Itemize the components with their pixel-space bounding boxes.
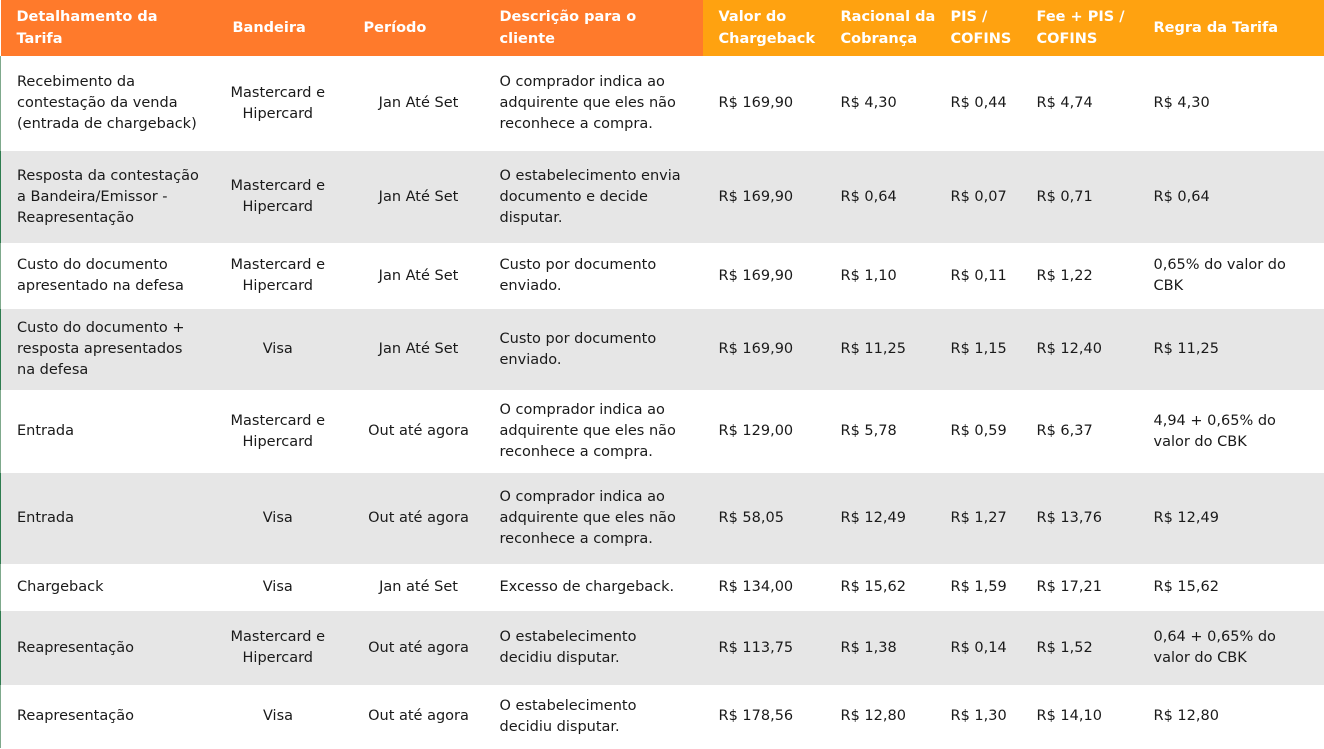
cell-pis: R$ 0,44	[950, 95, 1007, 111]
header-bandeira: Bandeira	[213, 0, 344, 56]
cell-regra: R$ 0,64	[1153, 188, 1210, 205]
cell-valor: R$ 58,05	[718, 510, 784, 526]
cell-bandeira: Mastercard e Hipercard	[230, 412, 325, 450]
cell-valor: R$ 169,90	[718, 341, 794, 357]
cell-descricao: Excesso de chargeback.	[499, 579, 675, 595]
cell-bandeira: Visa	[262, 341, 293, 357]
cell-fee: R$ 0,71	[1036, 188, 1093, 205]
table-header-row	[1, 0, 1324, 56]
cell-pis: R$ 1,30	[950, 708, 1007, 724]
cell-fee: R$ 4,74	[1036, 95, 1093, 111]
cell-valor: R$ 169,90	[718, 267, 794, 284]
cell-pis: R$ 1,27	[950, 510, 1007, 526]
cell-regra: R$ 12,80	[1153, 708, 1219, 724]
cell-pis: R$ 1,59	[950, 579, 1007, 595]
cell-fee: R$ 13,76	[1036, 510, 1102, 526]
cell-descricao: O comprador indica ao adquirente que eles não reconhece a compra.	[499, 402, 676, 460]
cell-detalhamento: Reapresentação	[1, 685, 213, 748]
cell-periodo: Out até agora	[368, 510, 469, 526]
table-row	[1, 56, 1324, 151]
cell-periodo: Jan Até Set	[378, 341, 459, 357]
table-row	[1, 611, 1324, 685]
cell-detalhamento: Recebimento da contestação da venda (entrada de chargeback)	[1, 56, 213, 151]
cell-descricao: Custo por documento enviado.	[499, 330, 657, 368]
table-row	[1, 309, 1324, 390]
cell-valor: R$ 134,00	[718, 579, 794, 595]
cell-periodo: Out até agora	[368, 639, 469, 656]
cell-fee: R$ 6,37	[1036, 423, 1093, 439]
cell-pis: R$ 0,11	[950, 267, 1007, 284]
cell-periodo: Out até agora	[368, 708, 469, 724]
header-periodo: Período	[344, 0, 494, 56]
cell-periodo: Jan Até Set	[378, 95, 459, 111]
header-pis: PIS / COFINS	[945, 0, 1031, 56]
cell-racional: R$ 12,49	[840, 510, 906, 526]
cell-pis: R$ 1,15	[950, 341, 1007, 357]
cell-fee: R$ 14,10	[1036, 708, 1102, 724]
cell-regra: R$ 15,62	[1153, 579, 1219, 595]
cell-periodo: Jan Até Set	[378, 188, 459, 205]
cell-regra: R$ 12,49	[1153, 510, 1219, 526]
cell-bandeira: Visa	[262, 708, 294, 724]
cell-valor: R$ 169,90	[718, 95, 794, 111]
cell-valor: R$ 113,75	[718, 639, 794, 656]
cell-racional: R$ 11,25	[840, 341, 906, 357]
cell-fee: R$ 17,21	[1036, 579, 1102, 595]
cell-racional: R$ 4,30	[840, 95, 897, 111]
cell-detalhamento: Resposta da contestação a Bandeira/Emissor - Reapresentação	[1, 151, 213, 243]
table-row	[1, 473, 1324, 564]
cell-fee: R$ 1,22	[1036, 267, 1093, 284]
cell-bandeira: Visa	[262, 510, 293, 526]
cell-pis: R$ 0,14	[950, 639, 1007, 656]
table-row	[1, 243, 1324, 309]
cell-periodo: Jan até Set	[379, 579, 458, 595]
cell-pis: R$ 0,07	[950, 188, 1007, 205]
cell-regra: 0,64 + 0,65% do valor do CBK	[1153, 629, 1276, 666]
cell-regra: R$ 11,25	[1153, 341, 1219, 357]
cell-racional: R$ 1,10	[840, 267, 897, 284]
cell-racional: R$ 15,62	[840, 579, 906, 595]
cell-bandeira: Visa	[262, 579, 293, 595]
table-row	[1, 564, 1324, 611]
cell-descricao: O comprador indica ao adquirente que eles não reconhece a compra.	[499, 74, 676, 132]
cell-periodo: Jan Até Set	[378, 267, 459, 284]
cell-detalhamento: Custo do documento apresentado na defesa	[1, 243, 213, 309]
cell-detalhamento: Entrada	[1, 390, 213, 473]
cell-fee: R$ 12,40	[1036, 341, 1102, 357]
table-row	[1, 390, 1324, 473]
cell-detalhamento: Custo do documento + resposta apresentados na defesa	[1, 309, 213, 390]
header-fee: Fee + PIS / COFINS	[1031, 0, 1146, 56]
cell-descricao: Custo por documento enviado.	[499, 257, 657, 294]
cell-pis: R$ 0,59	[950, 423, 1007, 439]
header-valor: Valor do Chargeback	[703, 0, 831, 56]
cell-bandeira: Mastercard e Hipercard	[230, 629, 325, 666]
cell-descricao: O estabelecimento decidiu disputar.	[499, 629, 637, 666]
cell-bandeira: Mastercard e Hipercard	[230, 257, 325, 294]
cell-descricao: O estabelecimento decidiu disputar.	[499, 697, 637, 735]
cell-descricao: O estabelecimento envia documento e decide disputar.	[499, 167, 681, 226]
cell-bandeira: Mastercard e Hipercard	[230, 84, 325, 122]
cell-valor: R$ 129,00	[718, 423, 794, 439]
cell-periodo: Out até agora	[368, 423, 469, 439]
cell-racional: R$ 0,64	[840, 188, 897, 205]
cell-racional: R$ 12,80	[840, 708, 906, 724]
cell-valor: R$ 169,90	[718, 188, 794, 205]
header-regra: Regra da Tarifa	[1146, 0, 1324, 56]
cell-racional: R$ 5,78	[840, 423, 897, 439]
cell-regra: 4,94 + 0,65% do valor do CBK	[1153, 412, 1276, 450]
cell-detalhamento: Chargeback	[1, 564, 213, 611]
cell-bandeira: Mastercard e Hipercard	[230, 178, 325, 215]
cell-fee: R$ 1,52	[1036, 639, 1093, 656]
cell-descricao: O comprador indica ao adquirente que eles não reconhece a compra.	[499, 489, 676, 547]
header-descricao: Descrição para o cliente	[494, 0, 703, 56]
table-row	[1, 151, 1324, 243]
cell-detalhamento: Reapresentação	[1, 611, 213, 685]
cell-regra: 0,65% do valor do CBK	[1153, 257, 1286, 294]
cell-valor: R$ 178,56	[718, 708, 794, 724]
header-racional: Racional da Cobrança	[831, 0, 945, 56]
header-detalhamento: Detalhamento da Tarifa	[1, 0, 213, 56]
cell-regra: R$ 4,30	[1153, 95, 1210, 111]
cell-racional: R$ 1,38	[840, 639, 897, 656]
cell-detalhamento: Entrada	[1, 473, 213, 564]
table-row	[1, 685, 1324, 748]
